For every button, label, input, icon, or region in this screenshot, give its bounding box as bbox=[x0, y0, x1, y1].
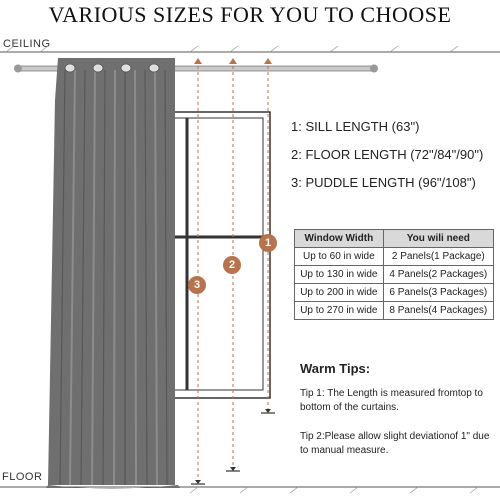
number-badge-1: 1 bbox=[259, 234, 277, 252]
ceiling-hatch bbox=[6, 46, 458, 52]
legend-puddle-length: 3: PUDDLE LENGTH (96"/108") bbox=[291, 175, 476, 190]
tip-1: Tip 1: The Length is measured fromtop to bottom of the curtains. bbox=[300, 388, 483, 413]
table-cell: 4 Panels(2 Packages) bbox=[383, 266, 493, 284]
table-cell: Up to 130 in wide bbox=[295, 266, 384, 284]
table-row bbox=[295, 248, 494, 266]
legend-floor-length: 2: FLOOR LENGTH (72"/84"/90") bbox=[291, 147, 484, 162]
table-row bbox=[295, 266, 494, 284]
floor-label: FLOOR bbox=[2, 471, 43, 483]
table-cell: Up to 270 in wide bbox=[295, 302, 384, 320]
floor-hatch bbox=[190, 487, 478, 493]
table-cell: 8 Panels(4 Packages) bbox=[383, 302, 493, 320]
table-header: Window Width bbox=[295, 230, 384, 248]
number-badge-3: 3 bbox=[188, 276, 206, 294]
table-cell: Up to 60 in wide bbox=[295, 248, 384, 266]
ceiling-label: CEILING bbox=[3, 38, 51, 50]
tip-2: Tip 2:Please allow slight deviationof 1" due to manual measure. bbox=[300, 431, 490, 456]
table-cell: Up to 200 in wide bbox=[295, 284, 384, 302]
table-cell: 2 Panels(1 Package) bbox=[383, 248, 493, 266]
legend-sill-length: 1: SILL LENGTH (63") bbox=[291, 119, 420, 134]
table-cell: 6 Panels(3 Packages) bbox=[383, 284, 493, 302]
number-badge-2: 2 bbox=[223, 256, 241, 274]
curtain-panel bbox=[46, 58, 180, 489]
panel-table bbox=[294, 229, 494, 320]
warm-tips-title: Warm Tips: bbox=[300, 361, 371, 376]
table-header: You wili need bbox=[383, 230, 493, 248]
dimension-ends bbox=[191, 413, 275, 484]
dimension-arrows bbox=[194, 58, 272, 64]
table-row bbox=[295, 302, 494, 320]
page-title: VARIOUS SIZES FOR YOU TO CHOOSE bbox=[48, 2, 452, 27]
table-header-row bbox=[295, 230, 494, 248]
table-row bbox=[295, 284, 494, 302]
